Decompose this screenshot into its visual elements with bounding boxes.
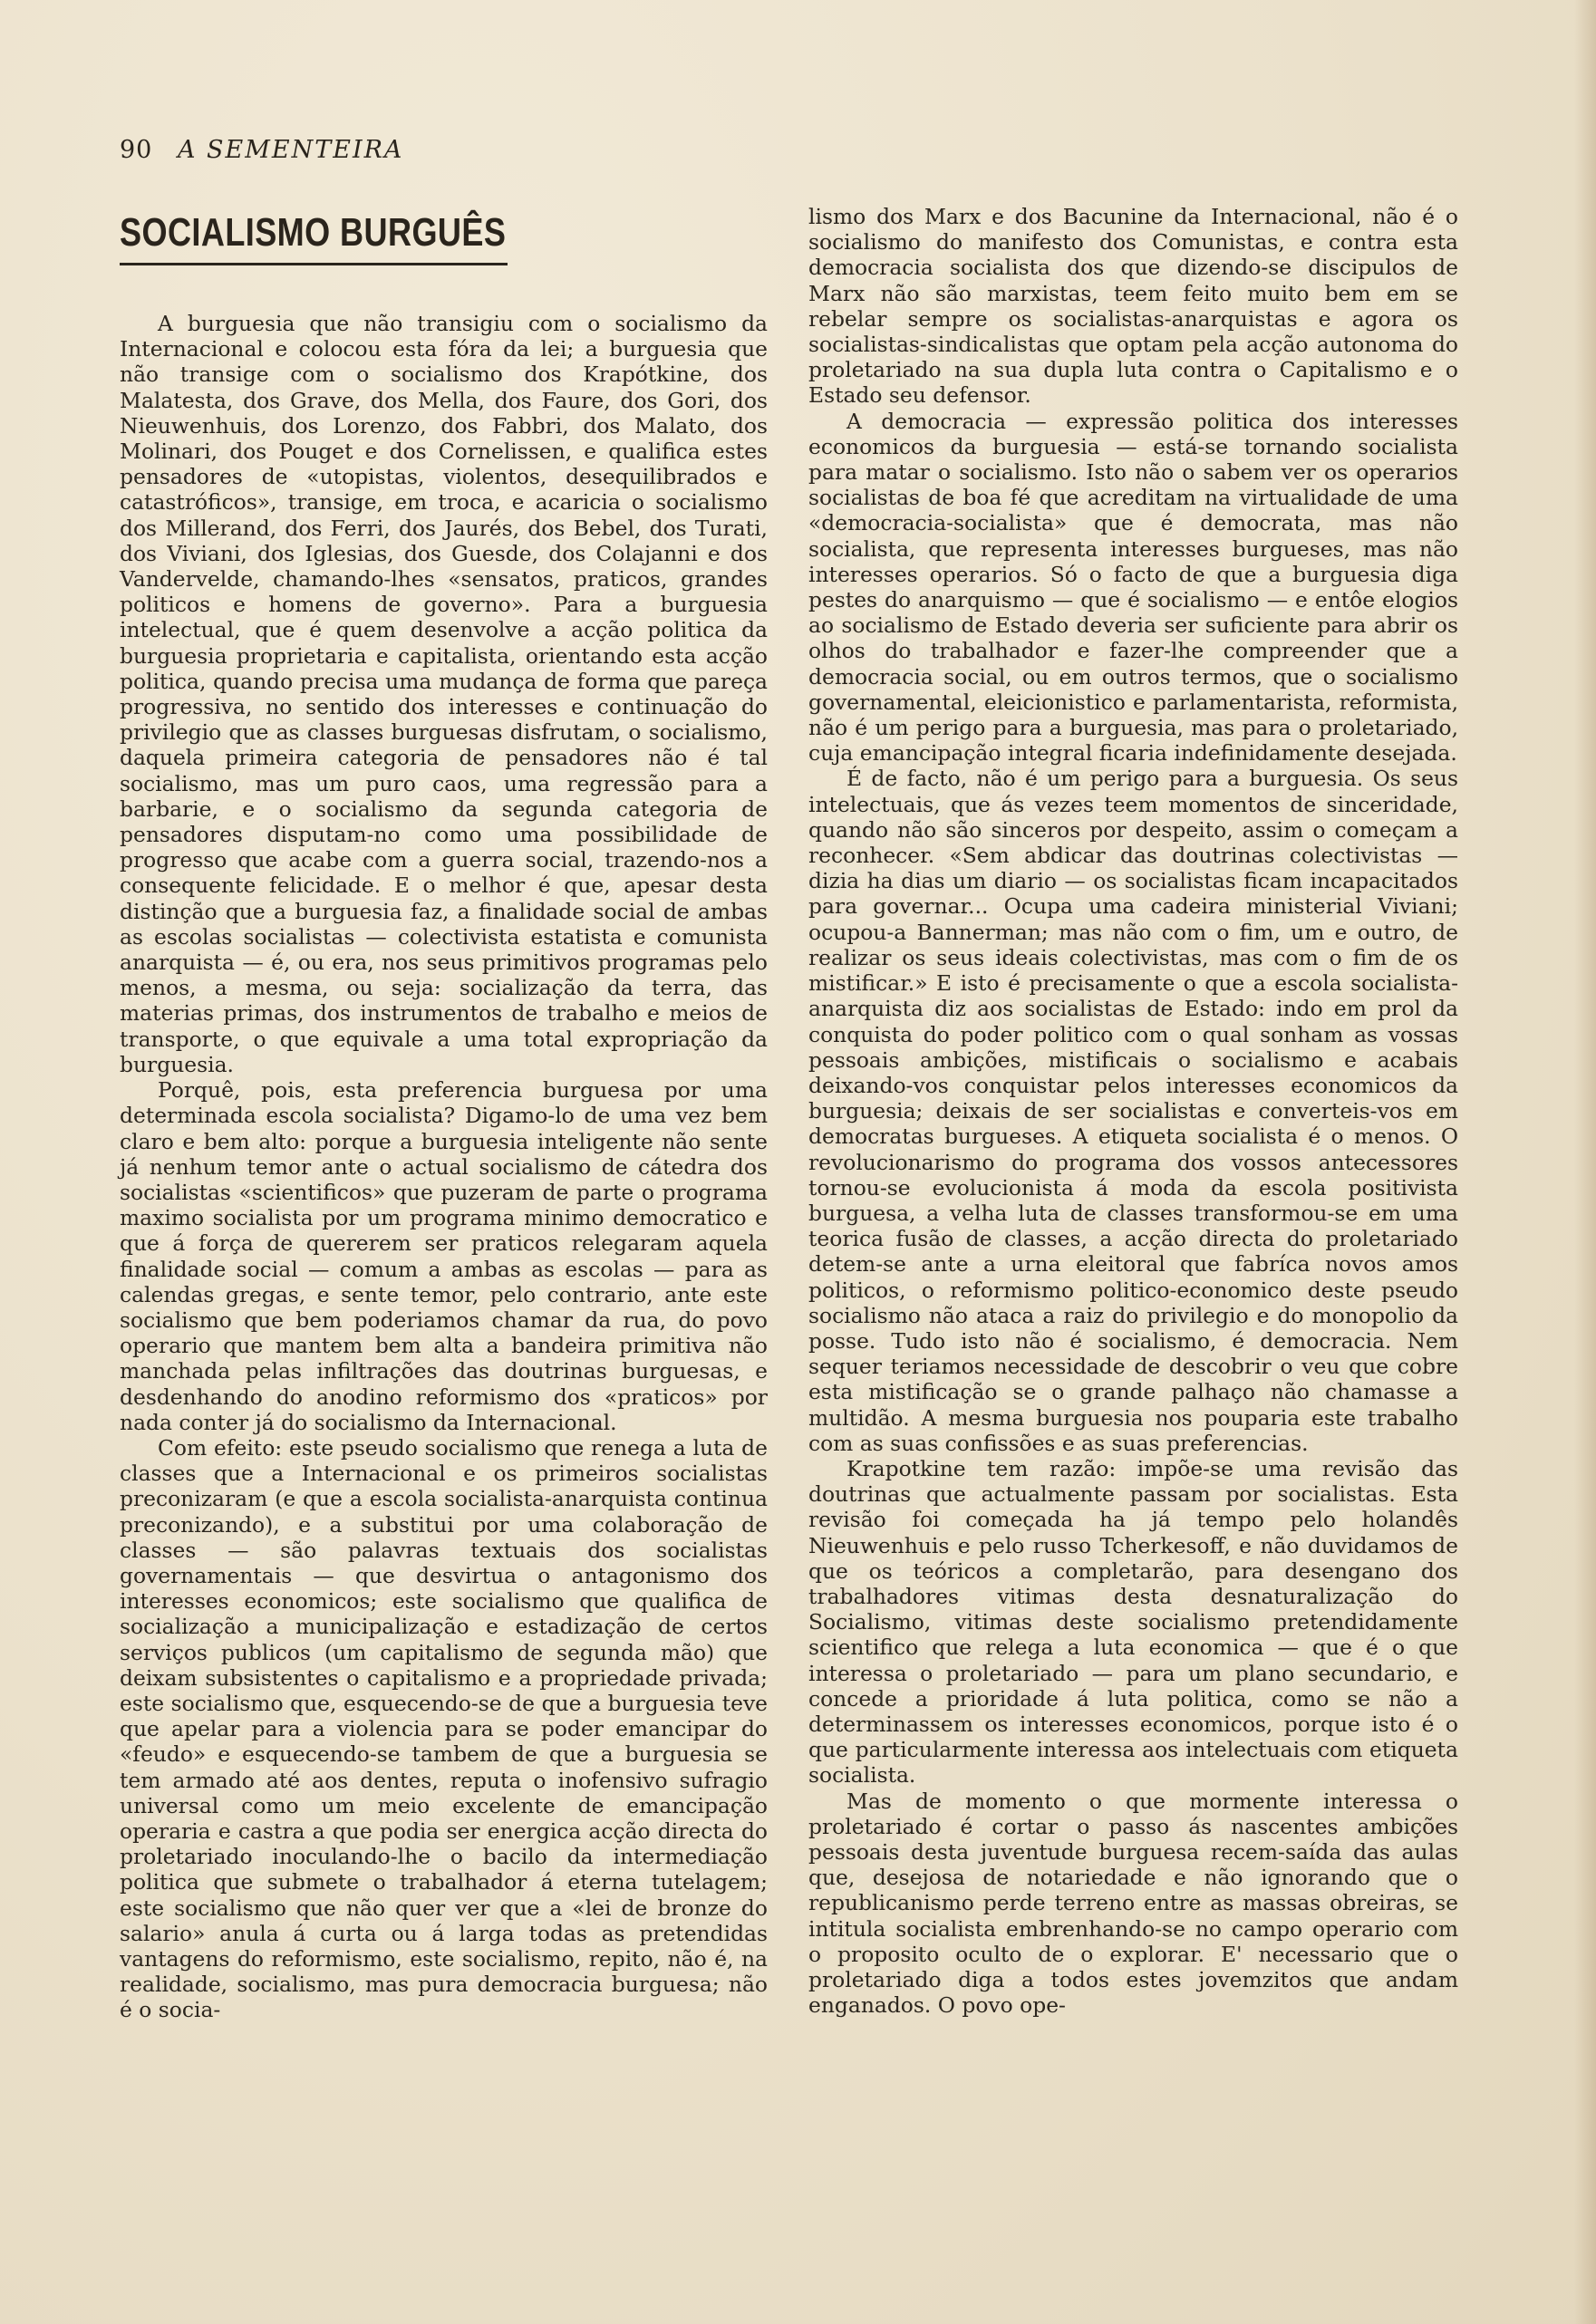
page-edge-shadow [1574, 0, 1596, 2324]
publication-title: A SEMENTEIRA [177, 136, 404, 164]
page-number: 90 [120, 136, 153, 164]
paragraph: A burguesia que não transigiu com o socialismo da Internacional e colocou esta fóra da lei; a burguesia que não transige com o socialismo dos Krapótkine, dos Malatesta, dos Grave, dos Mella, dos Faure, dos Gori, dos Nieuwenhuis, dos Lorenzo, dos Fabbri, dos Malato, dos Molinari, dos Pouget e dos Cornelissen, e qualifica estes pensadores de «utopistas, violentos, desequilibrados e catastróficos», transige, em troca, e acaricia o socialismo dos Millerand, dos Ferri, dos Jaurés, dos Bebel, dos Turati, dos Viviani, dos Iglesias, dos Guesde, dos Colajanni e dos Vandervelde, chamando-lhes «sensatos, praticos, grandes politicos e homens de governo». Para a burguesia intelectual, que é quem desenvolve a acção politica da burguesia proprietaria e capitalista, orientando esta acção politica, quando precisa uma mudança de forma que pareça progressiva, no sentido dos interesses e continuação do privilegio que as classes burguesas disfrutam, o socialismo, daquela primeira categoria de pensadores não é tal socialismo, mas um puro caos, uma regressão para a barbarie, e o socialismo da segunda categoria de pensadores disputam-no como uma possibilidade de progresso que acabe com a guerra social, trazendo-nos a consequente felicidade. E o melhor é que, apesar desta distinção que a burguesia faz, a finalidade social de ambas as escolas socialistas — colectivista estatista e comunista anarquista — é, ou era, nos seus primitivos programas pelo menos, a mesma, ou seja: socialização da terra, das materias primas, dos instrumentos de trabalho e meios de transporte, o que equivale a uma total expropriação da burguesia. [120, 311, 768, 1077]
paragraph: Mas de momento o que mormente interessa o proletariado é cortar o passo ás nascentes ambições pessoais desta juventude burguesa recem-saída das aulas que, desejosa de notariedade e não ignorando que o republicanismo perde terreno entre as massas obreiras, se intitula socialista embrenhando-se no campo operario com o proposito oculto de o explorar. E' necessario que o proletariado diga a todos estes jovemzitos que andam enganados. O povo ope- [808, 1788, 1458, 2019]
left-column [120, 311, 768, 2023]
paragraph: lismo dos Marx e dos Bacunine da Internacional, não é o socialismo do manifesto dos Comunistas, e contra esta democracia socialista dos que dizendo-se discipulos de Marx não são marxistas, teem feito muito bem em se rebelar sempre os socialistas-anarquistas e agora os socialistas-sindicalistas que optam pela acção autonoma do proletariado na sua dupla luta contra o Capitalismo e o Estado seu defensor. [808, 204, 1458, 409]
paragraph: Porquê, pois, esta preferencia burguesa por uma determinada escola socialista? Digamo-lo de uma vez bem claro e bem alto: porque a burguesia inteligente não sente já nenhum temor ante o actual socialismo de cátedra dos socialistas «scientificos» que puzeram de parte o programa maximo socialista por um programa minimo democratico e que á força de quererem ser praticos relegaram aquela finalidade social — comum a ambas as escolas — para as calendas gregas, e sente temor, pelo contrario, ante este socialismo que bem poderiamos chamar da rua, do povo operario que mantem bem alta a bandeira primitiva não manchada pelas infiltrações das doutrinas burguesas, e desdenhando do anodino reformismo dos «praticos» por nada conter já do socialismo da Internacional. [120, 1077, 768, 1435]
paragraph: É de facto, não é um perigo para a burguesia. Os seus intelectuais, que ás vezes teem momentos de sinceridade, quando não são sinceros por despeito, assim o começam a reconhecer. «Sem abdicar das doutrinas colectivistas — dizia ha dias um diario — os socialistas ficam incapacitados para governar... Ocupa uma cadeira ministerial Viviani; ocupou-a Bannerman; mas não com o fim, um e outro, de realizar os seus ideais colectivistas, mas com o fim de os mistificar.» E isto é precisamente o que a escola socialista-anarquista diz aos socialistas de Estado: indo em prol da conquista do poder politico com o qual sonham as vossas pessoais ambições, mistificais o socialismo e acabais deixando-vos conquistar pelos interesses economicos da burguesia; deixais de ser socialistas e converteis-vos em democratas burgueses. A etiqueta socialista é o menos. O revolucionarismo do programa dos vossos antecessores tornou-se evolucionista á moda da escola positivista burguesa, a velha luta de classes transformou-se em uma teorica fusão de classes, a acção directa do proletariado detem-se ante a urna eleitoral que fabríca novos amos politicos, o reformismo politico-economico deste pseudo socialismo não ataca a raiz do privilegio e do monopolio da posse. Tudo isto não é socialismo, é democracia. Nem sequer teriamos necessidade de descobrir o veu que cobre esta mistificação se o grande palhaço não chamasse a multidão. A mesma burguesia nos pouparia este trabalho com as suas confissões e as suas preferencias. [808, 766, 1458, 1456]
right-column [808, 204, 1458, 2018]
article-title: SOCIALISMO BURGUÊS [120, 210, 507, 255]
paragraph: Com efeito: este pseudo socialismo que renega a luta de classes que a Internacional e os primeiros socialistas preconizaram (e que a escola socialista-anarquista continua preconizando), e a substitui por uma colaboração de classes — são palavras textuais dos socialistas governamentais — que desvirtua o antagonismo dos interesses economicos; este socialismo que qualifica de socialização a municipalização e estadização de certos serviços publicos (um capitalismo de segunda mão) que deixam subsistentes o capitalismo e a propriedade privada; este socialismo que, esquecendo-se de que a burguesia teve que apelar para a violencia para se poder emancipar do «feudo» e esquecendo-se tambem de que a burguesia se tem armado até aos dentes, reputa o inofensivo sufragio universal como um meio excelente de emancipação operaria e castra a que podia ser energica acção directa do proletariado inoculando-lhe o bacilo da intermediação politica que submete o trabalhador á eterna tutelagem; este socialismo que não quer ver que a «lei de bronze do salario» anula á curta ou á larga todas as pretendidas vantagens do reformismo, este socialismo, repito, não é, na realidade, socialismo, mas pura democracia burguesa; não é o socia- [120, 1434, 768, 2023]
paragraph: Krapotkine tem razão: impõe-se uma revisão das doutrinas que actualmente passam por socialistas. Esta revisão foi começada ha já tempo pelo holandês Nieuwenhuis e pelo russo Tcherkesoff, e não duvidamos de que os teóricos a completarão, para desengano dos trabalhadores vitimas desta desnaturalização do Socialismo, vitimas deste socialismo pretendidamente scientifico que relega a luta economica — que é o que interessa o proletariado — para um plano secundario, e concede a prioridade á luta politica, como se não a determinassem os interesses economicos, porque isto é o que particularmente interessa aos intelectuais com etiqueta socialista. [808, 1455, 1458, 1789]
paragraph: A democracia — expressão politica dos interesses economicos da burguesia — está-se tornando socialista para matar o socialismo. Isto não o sabem ver os operarios socialistas de boa fé que acreditam na virtualidade de uma «democracia-socialista» que é democrata, mas não socialista, que representa interesses burgueses, mas não interesses operarios. Só o facto de que a burguesia diga pestes do anarquismo — que é socialismo — e entôe elogios ao socialismo de Estado deveria ser suficiente para abrir os olhos do trabalhador e fazer-lhe compreender que a democracia social, ou em outros termos, que o socialismo governamental, eleicionistico e parlamentarista, reformista, não é um perigo para a burguesia, mas para o proletariado, cuja emancipação integral ficaria indefinidamente desejada. [808, 408, 1458, 767]
running-header [120, 136, 428, 163]
title-underline [120, 263, 508, 265]
